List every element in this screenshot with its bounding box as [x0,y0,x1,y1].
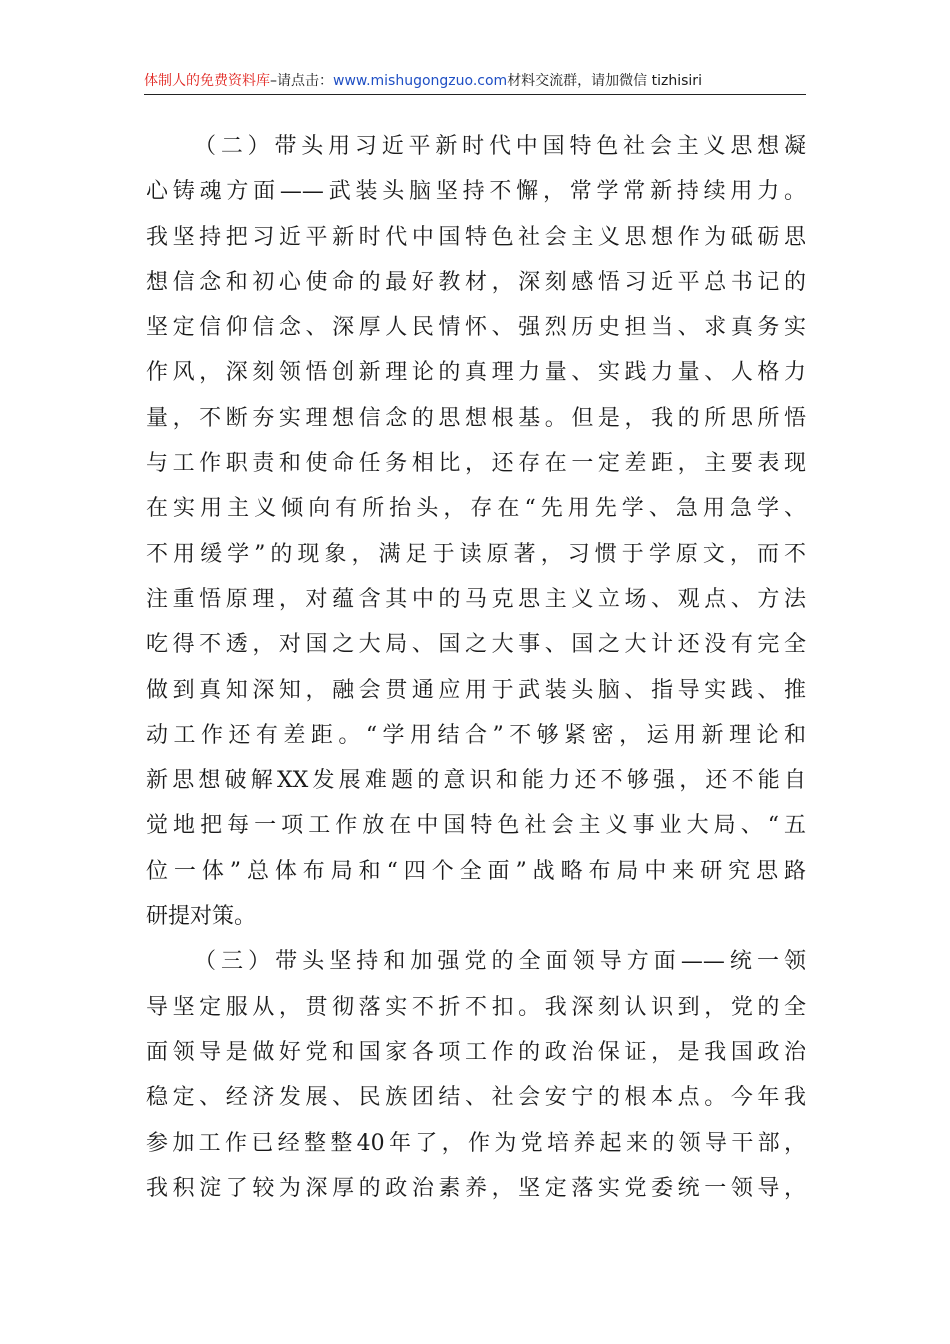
paragraph-1-line: 做到真知深知，融会贯通应用于武装头脑、指导实践、推 [146,677,806,703]
header-note: 材料交流群，请加微信 tizhisiri [507,73,702,89]
paragraph-1-line: 与工作职责和使命任务相比，还存在一定差距，主要表现 [146,451,806,477]
paragraph-1-line: 我坚持把习近平新时代中国特色社会主义思想作为砥砺思 [146,224,806,250]
header-brand: 体制人的免费资料库 [144,73,270,89]
header-prompt: –请点击： [270,73,333,89]
document-body [146,124,806,1211]
paragraph-2-line: （三）带头坚持和加强党的全面领导方面——统一领 [194,949,806,975]
paragraph-1-line: 研提对策。 [146,904,257,930]
paragraph-1-line: 新思想破解XX发展难题的意识和能力还不够强，还不能自 [146,768,806,794]
paragraph-2-line: 我积淀了较为深厚的政治素养，坚定落实党委统一领导， [146,1175,806,1201]
paragraph-1-line: （二）带头用习近平新时代中国特色社会主义思想凝 [194,134,806,159]
paragraph-1-line: 想信念和初心使命的最好教材，深刻感悟习近平总书记的 [146,269,806,295]
paragraph-1-line: 心铸魂方面——武装头脑坚持不懈，常学常新持续用力。 [146,179,806,205]
paragraph-1-line: 吃得不透，对国之大局、国之大事、国之大计还没有完全 [146,632,806,658]
paragraph-1-line: 动工作还有差距。“学用结合”不够紧密，运用新理论和 [146,722,806,748]
paragraph-1-line: 位一体”总体布局和“四个全面”战略布局中来研究思路 [146,858,806,884]
page-header [144,68,806,95]
paragraph-2-line: 稳定、经济发展、民族团结、社会安宁的根本点。今年我 [146,1085,806,1111]
paragraph-1-line: 在实用主义倾向有所抬头，存在“先用先学、急用急学、 [146,496,806,522]
paragraph-1-line: 量，不断夯实理想信念的思想根基。但是，我的所思所悟 [146,405,806,431]
header-url-link[interactable]: www.mishugongzuo.com [333,73,508,89]
paragraph-2-line: 导坚定服从，贯彻落实不折不扣。我深刻认识到，党的全 [146,994,806,1020]
paragraph-2-line: 面领导是做好党和国家各项工作的政治保证，是我国政治 [146,1039,806,1065]
paragraph-2-line: 参加工作已经整整40年了，作为党培养起来的领导干部， [146,1130,806,1156]
paragraph-1-line: 作风，深刻领悟创新理论的真理力量、实践力量、人格力 [146,360,806,386]
paragraph-1-line: 注重悟原理，对蕴含其中的马克思主义立场、观点、方法 [146,586,806,612]
paragraph-1-line: 坚定信仰信念、深厚人民情怀、强烈历史担当、求真务实 [146,315,806,341]
paragraph-1-line: 不用缓学”的现象，满足于读原著，习惯于学原文，而不 [146,541,806,567]
paragraph-1-line: 觉地把每一项工作放在中国特色社会主义事业大局、“五 [146,813,806,839]
